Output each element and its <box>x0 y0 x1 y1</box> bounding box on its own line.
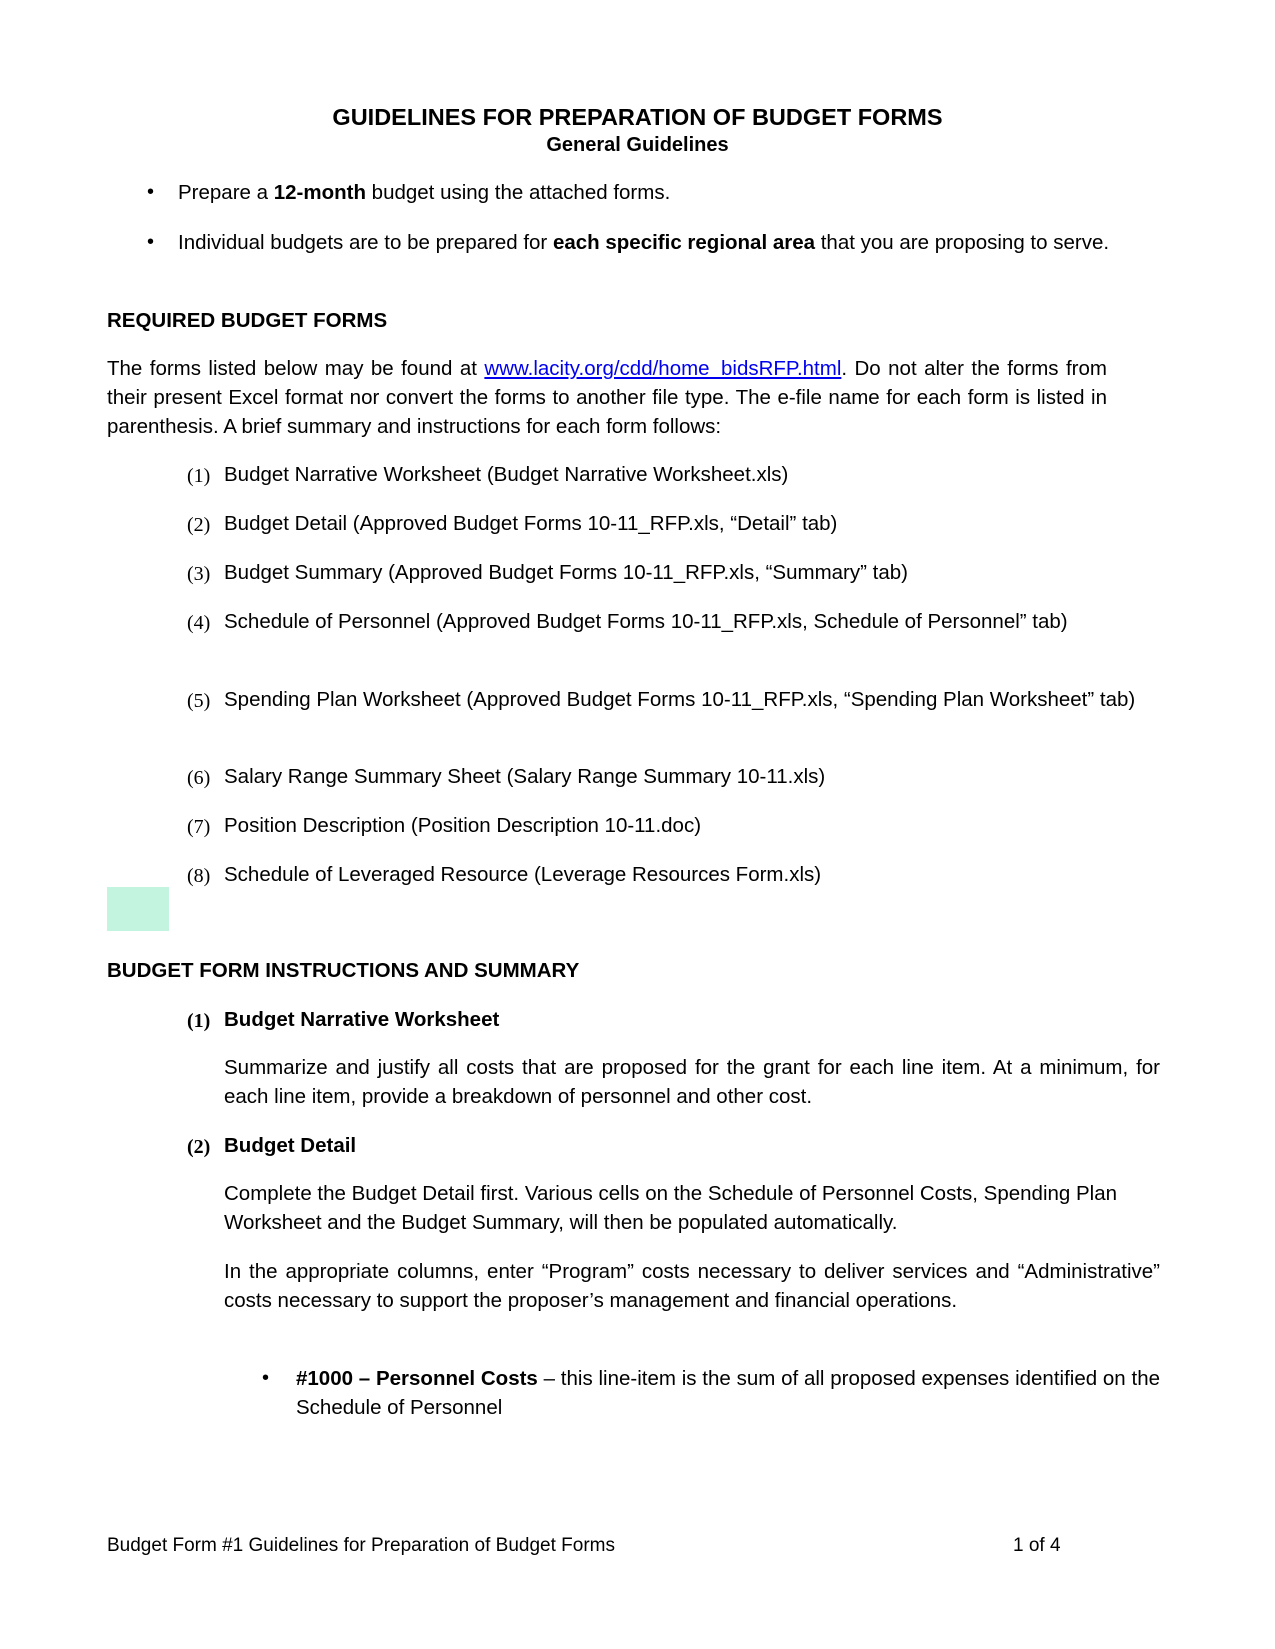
form-item-4: Schedule of Personnel (Approved Budget Forms 10-11_RFP.xls, Schedule of Personnel” tab) <box>224 610 1068 633</box>
highlight-mark <box>107 887 169 931</box>
form-item-number: (5) <box>187 690 211 712</box>
form-item-number: (1) <box>187 465 211 487</box>
form-item-number: (8) <box>187 865 211 887</box>
form-item-6: Salary Range Summary Sheet (Salary Range Summary 10-11.xls) <box>224 765 826 788</box>
form-item-8: Schedule of Leveraged Resource (Leverage Resources Form.xls) <box>224 863 822 886</box>
form-item-number: (2) <box>187 514 211 536</box>
required-forms-intro <box>107 354 1107 441</box>
footer-title: Budget Form #1 Guidelines for Preparation of Budget Forms <box>107 1535 615 1556</box>
form-item-number: (3) <box>187 563 211 585</box>
bullet-text: Individual budgets are to be prepared for <box>178 231 553 254</box>
form-item-1: Budget Narrative Worksheet (Budget Narrative Worksheet.xls) <box>224 463 789 486</box>
intro-text: The forms listed below may be found at <box>107 357 485 380</box>
bullet-text: – this line-item is the sum of all proposed expenses identified on the Schedule of Personnel <box>296 1367 1160 1419</box>
bullet-marker: • <box>147 231 155 253</box>
bullet-text: budget using the attached forms. <box>365 181 671 204</box>
bullet-text: Prepare a <box>178 181 274 204</box>
page-number: 1 of 4 <box>1013 1535 1061 1556</box>
bullet-bold-text: #1000 – Personnel Costs <box>296 1367 538 1390</box>
personnel-costs-bullet <box>296 1364 1160 1422</box>
bullet-text: that you are proposing to serve. <box>815 231 1110 254</box>
bullet-marker: • <box>147 181 155 203</box>
bullet-bold-text: 12-month <box>273 181 366 204</box>
form-item-number: (4) <box>187 612 211 634</box>
section-1-title: Budget Narrative Worksheet <box>224 1008 500 1031</box>
section-2-para-1: Complete the Budget Detail first. Various cells on the Schedule of Personnel Costs, Spending Plan Worksheet and the Budget Summary, will then be populated automatically. <box>224 1182 1118 1234</box>
section-2-title: Budget Detail <box>224 1134 357 1157</box>
section-2-para-2: In the appropriate columns, enter “Program” costs necessary to deliver services and “Administrative” costs necessary to support the proposer’s management and financial operations. <box>224 1260 1160 1312</box>
instructions-heading: BUDGET FORM INSTRUCTIONS AND SUMMARY <box>107 959 580 982</box>
bullet-bold-text: each specific regional area <box>552 231 816 254</box>
form-item-number: (7) <box>187 816 211 838</box>
form-item-3: Budget Summary (Approved Budget Forms 10-11_RFP.xls, “Summary” tab) <box>224 561 908 584</box>
section-number: (2) <box>187 1136 211 1158</box>
general-bullet-1 <box>178 178 1118 207</box>
section-1-body: Summarize and justify all costs that are proposed for the grant for each line item. At a minimum, for each line item, provide a breakdown of personnel and other cost. <box>224 1056 1160 1108</box>
form-item-7: Position Description (Position Description 10-11.doc) <box>224 814 702 837</box>
form-item-2: Budget Detail (Approved Budget Forms 10-11_RFP.xls, “Detail” tab) <box>224 512 838 535</box>
required-forms-heading: REQUIRED BUDGET FORMS <box>107 309 388 332</box>
page-subtitle: General Guidelines <box>546 134 729 156</box>
intro-text: . Do not alter the forms from their present Excel format nor convert the forms to another file type. The e-file name for each form is listed in parenthesis. A brief summary and instructions for each form follows: <box>107 357 1107 438</box>
form-item-number: (6) <box>187 767 211 789</box>
form-item-5: Spending Plan Worksheet (Approved Budget Forms 10-11_RFP.xls, “Spending Plan Worksheet” tab) <box>224 688 1136 711</box>
page-title: GUIDELINES FOR PREPARATION OF BUDGET FORMS <box>332 104 943 130</box>
general-bullet-2 <box>178 228 1118 257</box>
bullet-marker: • <box>262 1367 270 1389</box>
bids-rfp-link[interactable]: www.lacity.org/cdd/home_bidsRFP.html <box>484 357 842 380</box>
section-number: (1) <box>187 1010 211 1032</box>
